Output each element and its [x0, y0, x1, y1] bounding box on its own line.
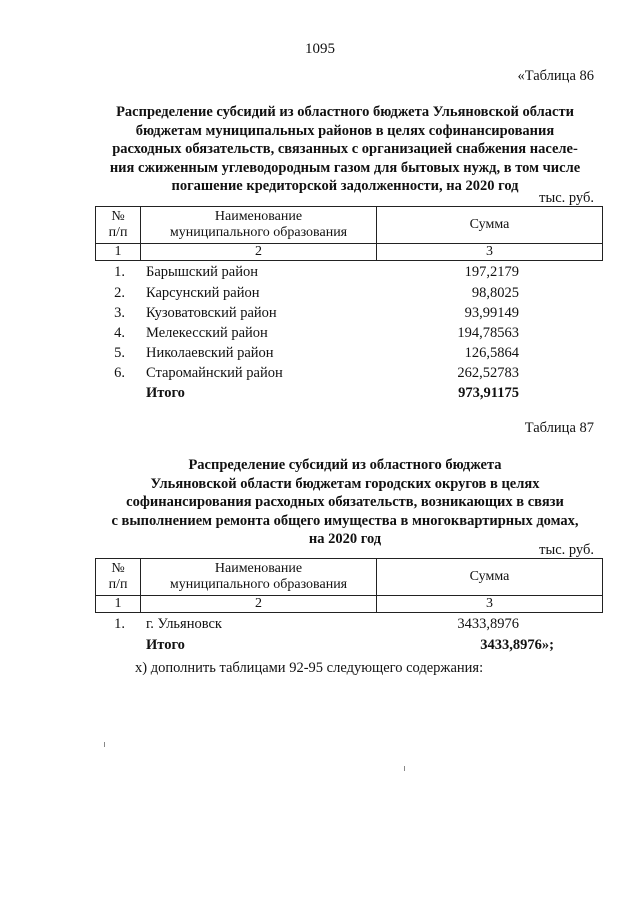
- total-row: Итого 973,91175: [146, 385, 519, 401]
- footnote-text: х) дополнить таблицами 92-95 следующего содержания:: [135, 660, 484, 676]
- table-row: 6. Старомайнский район 262,52783: [114, 365, 519, 381]
- title-line: софинансирования расходных обязательств, возникающих в связи: [126, 494, 564, 510]
- table-87-label: Таблица 87: [524, 420, 594, 436]
- table-86-unit: тыс. руб.: [539, 190, 594, 206]
- total-row: Итого 3433,8976»;: [146, 637, 554, 653]
- title-line: ния сжиженным углеводородным газом для бытовых нужд, в том числе: [109, 159, 581, 176]
- title-line: бюджетам муниципальных районов в целях софинансирования: [135, 122, 555, 139]
- table-86-header: [95, 206, 603, 261]
- table-87-title: [45, 456, 640, 549]
- table-row: 3. Кузоватовский район 93,99149: [114, 305, 519, 321]
- header-num: № п/п: [96, 207, 141, 244]
- col-number: 2: [141, 244, 377, 261]
- title-line: Распределение субсидий из областного бюджета Ульяновской области: [116, 104, 574, 120]
- header-name: Наименование муниципального образования: [141, 559, 377, 596]
- header-name: Наименование муниципального образования: [141, 207, 377, 244]
- table-row: 4. Мелекесский район 194,78563: [114, 325, 519, 341]
- table-row: 1. Барышский район 197,2179: [114, 264, 519, 280]
- header-num: № п/п: [96, 559, 141, 596]
- title-line: погашение кредиторской задолженности, на 2020 год: [171, 178, 519, 194]
- table-87-header: [95, 558, 603, 613]
- title-line: Ульяновской области бюджетам городских округов в целях: [150, 475, 540, 492]
- col-number: 1: [96, 596, 141, 613]
- title-line: на 2020 год: [308, 531, 382, 547]
- col-number: 1: [96, 244, 141, 261]
- col-number: 2: [141, 596, 377, 613]
- scan-speck: [404, 766, 405, 771]
- page-number: 1095: [305, 41, 335, 57]
- table-row: 1. г. Ульяновск 3433,8976: [114, 616, 519, 632]
- header-sum: Сумма: [377, 559, 603, 596]
- table-87-unit: тыс. руб.: [539, 542, 594, 558]
- title-line: расходных обязательств, связанных с организацией снабжения населе-: [112, 141, 578, 157]
- title-line: Распределение субсидий из областного бюджета: [188, 457, 502, 473]
- header-sum: Сумма: [377, 207, 603, 244]
- table-86-label: «Таблица 86: [517, 68, 594, 84]
- table-86-title: [45, 103, 640, 196]
- col-number: 3: [377, 596, 603, 613]
- col-number: 3: [377, 244, 603, 261]
- title-line: с выполнением ремонта общего имущества в многоквартирных домах,: [111, 512, 579, 529]
- scan-speck: [104, 742, 105, 747]
- table-row: 5. Николаевский район 126,5864: [114, 345, 519, 361]
- table-row: 2. Карсунский район 98,8025: [114, 285, 519, 301]
